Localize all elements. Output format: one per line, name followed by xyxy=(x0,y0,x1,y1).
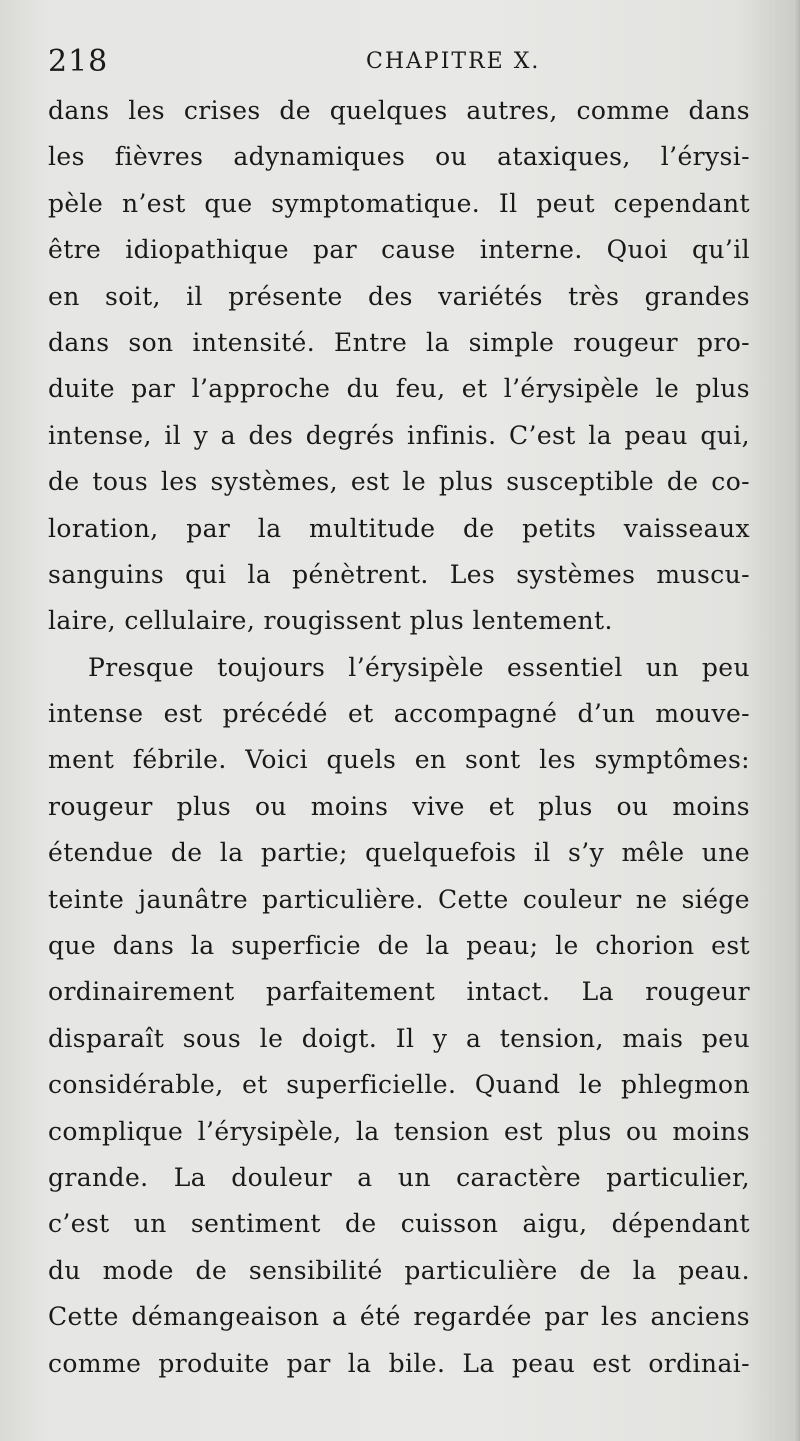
text-line: intense est précédé et accompagné d’un mouve- xyxy=(48,699,750,729)
text-line: teinte jaunâtre particulière. Cette couleur ne siége xyxy=(48,884,750,914)
text-line: que dans la superficie de la peau; le chorion est xyxy=(48,931,750,961)
text-line: en soit, il présente des variétés très grandes xyxy=(48,281,750,311)
text-line: ment fébrile. Voici quels en sont les symptômes: xyxy=(48,745,750,775)
text-line: duite par l’approche du feu, et l’érysipèle le plus xyxy=(48,374,750,404)
text-line: étendue de la partie; quelquefois il s’y mêle une xyxy=(48,838,750,868)
text-line: Cette démangeaison a été regardée par les anciens xyxy=(48,1302,750,1332)
page-edge-shadow xyxy=(794,0,800,1441)
text-line: dans les crises de quelques autres, comme dans xyxy=(48,96,750,125)
running-head: CHAPITRE X. xyxy=(366,49,541,74)
text-line: comme produite par la bile. La peau est ordinai- xyxy=(48,1348,750,1378)
text-line: sanguins qui la pénètrent. Les systèmes muscu- xyxy=(48,559,750,589)
page-number: 218 xyxy=(48,44,109,79)
paragraph-first-line: Presque toujours l’érysipèle essentiel un peu xyxy=(88,652,750,682)
text-line: de tous les systèmes, est le plus susceptible de co- xyxy=(48,467,750,497)
text-line: laire, cellulaire, rougissent plus lentement. xyxy=(48,606,613,636)
text-line: les fièvres adynamiques ou ataxiques, l’érysi- xyxy=(48,142,750,172)
text-line: rougeur plus ou moins vive et plus ou moins xyxy=(48,791,750,821)
text-line: loration, par la multitude de petits vaisseaux xyxy=(48,513,750,543)
text-line: disparaît sous le doigt. Il y a tension, mais peu xyxy=(48,1023,750,1053)
page-header xyxy=(48,42,752,82)
body-text xyxy=(48,88,750,1387)
text-line: intense, il y a des degrés infinis. C’est la peau qui, xyxy=(48,420,750,450)
text-line: grande. La douleur a un caractère particulier, xyxy=(48,1162,750,1192)
text-line: du mode de sensibilité particulière de la peau. xyxy=(48,1255,750,1285)
text-line: c’est un sentiment de cuisson aigu, dépendant xyxy=(48,1209,750,1239)
text-line: dans son intensité. Entre la simple rougeur pro- xyxy=(48,327,750,357)
text-line: complique l’érysipèle, la tension est plus ou moins xyxy=(48,1116,750,1146)
text-line: être idiopathique par cause interne. Quoi qu’il xyxy=(48,235,750,265)
text-line: pèle n’est que symptomatique. Il peut cependant xyxy=(48,188,750,218)
text-line: considérable, et superficielle. Quand le phlegmon xyxy=(48,1070,750,1100)
text-line: ordinairement parfaitement intact. La rougeur xyxy=(48,977,750,1007)
